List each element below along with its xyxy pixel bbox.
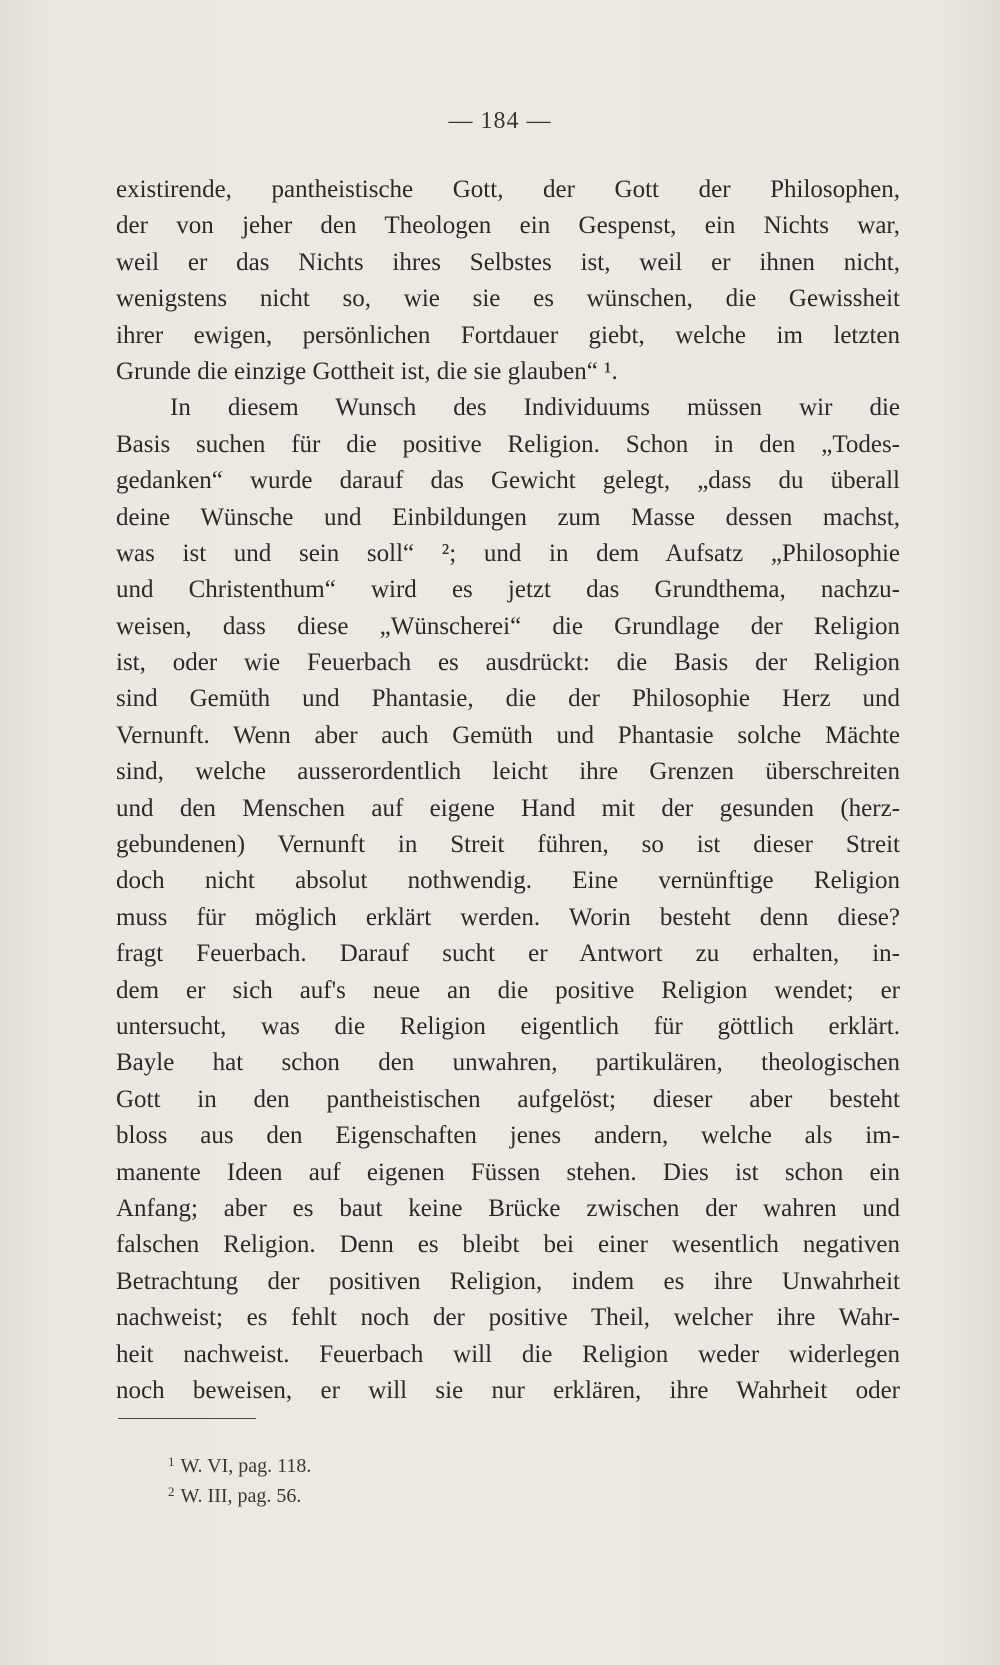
text-line: heit nachweist. Feuerbach will die Religion weder widerlegen (116, 1340, 900, 1368)
text-line: manente Ideen auf eigenen Füssen stehen. Dies ist schon ein (116, 1158, 900, 1186)
text-line: deine Wünsche und Einbildungen zum Masse dessen machst, (116, 503, 900, 531)
text-line: dem er sich auf's neue an die positive Religion wendet; er (116, 976, 900, 1004)
text-line: falschen Religion. Denn es bleibt bei einer wesentlich negativen (116, 1231, 900, 1259)
text-line: Anfang; aber es baut keine Brücke zwischen der wahren und (116, 1194, 900, 1222)
text-line: weisen, dass diese „Wünscherei“ die Grundlage der Religion (116, 612, 900, 640)
text-line: und Christenthum“ wird es jetzt das Grundthema, nachzu- (116, 576, 900, 604)
page-number: — 184 — (448, 108, 552, 134)
footnote-text: W. VI, pag. 118. (180, 1455, 312, 1477)
text-line: nachweist; es fehlt noch der positive Theil, welcher ihre Wahr- (116, 1304, 900, 1332)
footnote-marker: 1 (168, 1454, 175, 1469)
text-line: In diesem Wunsch des Individuums müssen wir die (170, 394, 900, 422)
text-line: ist, oder wie Feuerbach es ausdrückt: die Basis der Religion (116, 649, 900, 677)
text-line: fragt Feuerbach. Darauf sucht er Antwort zu erhalten, in- (116, 940, 900, 968)
body-text (116, 172, 900, 1409)
text-line: Basis suchen für die positive Religion. Schon in den „Todes- (116, 430, 900, 458)
text-line: untersucht, was die Religion eigentlich für göttlich erklärt. (116, 1012, 900, 1040)
text-line: Bayle hat schon den unwahren, partikulären, theologischen (116, 1049, 900, 1077)
text-line: doch nicht absolut nothwendig. Eine vernünftige Religion (116, 867, 900, 895)
text-line: gedanken“ wurde darauf das Gewicht gelegt, „dass du überall (116, 467, 900, 495)
text-line: der von jeher den Theologen ein Gespenst, ein Nichts war, (116, 212, 900, 240)
text-line: Vernunft. Wenn aber auch Gemüth und Phantasie solche Mächte (116, 721, 900, 749)
footnote-marker: 2 (168, 1484, 175, 1499)
footnote-divider (118, 1418, 256, 1419)
footnote (168, 1447, 668, 1477)
text-line: Grunde die einzige Gottheit ist, die sie glauben“ ¹. (116, 357, 618, 385)
text-line: sind, welche ausserordentlich leicht ihre Grenzen überschreiten (116, 758, 900, 786)
footnotes (168, 1447, 668, 1507)
text-line: weil er das Nichts ihres Selbstes ist, weil er ihnen nicht, (116, 248, 900, 276)
text-line: was ist und sein soll“ ²; und in dem Aufsatz „Philosophie (116, 539, 900, 567)
text-line: gebundenen) Vernunft in Streit führen, so ist dieser Streit (116, 831, 900, 859)
text-line: und den Menschen auf eigene Hand mit der gesunden (herz- (116, 794, 900, 822)
footnote (168, 1477, 668, 1507)
text-line: ihrer ewigen, persönlichen Fortdauer giebt, welche im letzten (116, 321, 900, 349)
text-line: existirende, pantheistische Gott, der Gott der Philosophen, (116, 176, 900, 203)
text-line: Betrachtung der positiven Religion, indem es ihre Unwahrheit (116, 1267, 900, 1295)
text-line: bloss aus den Eigenschaften jenes andern, welche als im- (116, 1122, 900, 1150)
text-line: Gott in den pantheistischen aufgelöst; dieser aber besteht (116, 1085, 900, 1113)
text-line: noch beweisen, er will sie nur erklären, ihre Wahrheit oder (116, 1376, 900, 1404)
footnote-text: W. III, pag. 56. (180, 1485, 302, 1507)
text-line: sind Gemüth und Phantasie, die der Philosophie Herz und (116, 685, 900, 713)
text-line: muss für möglich erklärt werden. Worin besteht denn diese? (116, 903, 900, 931)
text-line: wenigstens nicht so, wie sie es wünschen, die Gewissheit (116, 285, 900, 313)
